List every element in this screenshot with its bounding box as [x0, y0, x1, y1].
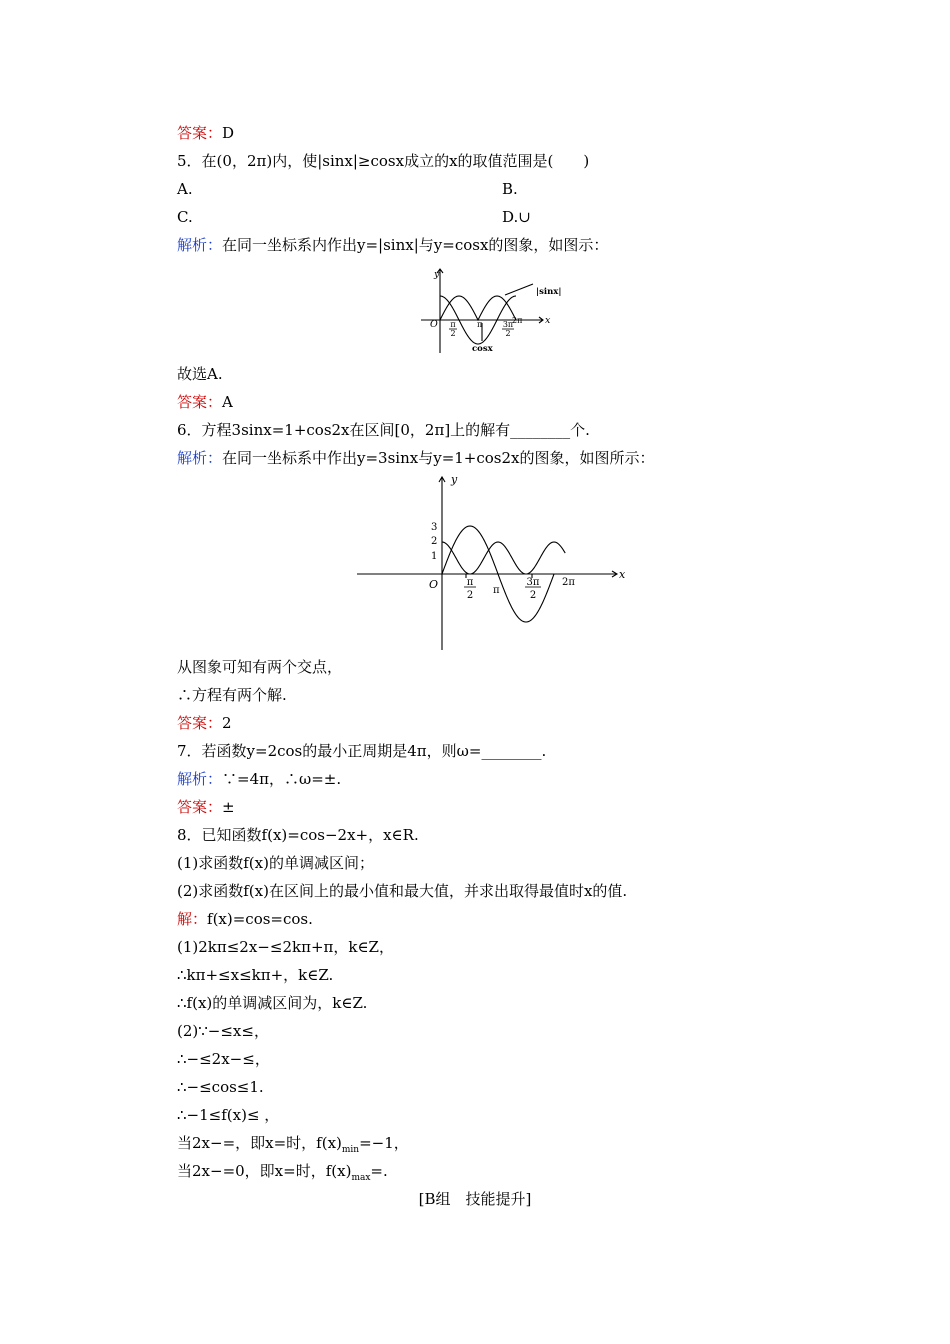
question-8: 8．已知函数f(x)=cos−2x+，x∈R. — [177, 826, 419, 844]
answer-line-4: 答案：D — [177, 124, 235, 142]
analysis-7: 解析：∵=4π，∴ω=±. — [177, 770, 342, 788]
analysis-label: 解析： — [177, 770, 223, 788]
abs-sin-pointer — [505, 284, 533, 295]
question-6: 6．方程3sinx=1+cos2x在区间[0，2π]上的解有________个. — [177, 421, 590, 439]
answer-label: 答案： — [177, 393, 223, 411]
analysis-label: 解析： — [177, 449, 223, 467]
question-8-part2: (2)求函数f(x)在区间上的最小值和最大值，并求出取得最值时x的值. — [177, 882, 628, 900]
three-half-pi-den: 2 — [505, 329, 511, 338]
analysis-5: 解析：在同一坐标系内作出y=|sinx|与y=cosx的图象，如图示： — [177, 236, 609, 254]
abs-sin-curve — [440, 296, 516, 320]
y-axis-label: y — [451, 473, 458, 486]
solution-label: 解： — [177, 910, 208, 928]
origin-label: O — [430, 319, 438, 330]
question-7: 7．若函数y=2cos的最小正周期是4π，则ω=________. — [177, 742, 547, 760]
solution-8: 解：f(x)=cos=cos. — [177, 910, 313, 928]
y-tick-1: 1 — [431, 551, 438, 562]
two-pi-label: 2π — [562, 577, 575, 588]
solution-line-4: (2)∵−≤x≤， — [177, 1022, 269, 1040]
answer-label: 答案： — [177, 714, 223, 732]
answer-line-5: 答案：A — [177, 393, 233, 411]
two-pi-label: 2π — [512, 316, 523, 325]
conclusion-5: 故选A. — [177, 365, 223, 383]
half-pi-den: 2 — [466, 590, 474, 601]
x-axis-label: x — [545, 315, 551, 326]
figure-sin-cos-svg — [415, 263, 590, 358]
y-tick-2: 2 — [431, 536, 438, 547]
option-c: C. — [177, 208, 193, 226]
conclusion-6a: 从图象可知有两个交点， — [177, 658, 343, 676]
half-pi-num: π — [466, 577, 474, 588]
three-half-pi-den: 2 — [529, 590, 537, 601]
pi-label: π — [477, 320, 483, 329]
section-heading: [B组 技能提升] — [418, 1190, 532, 1208]
figure-3sin-cos2x-svg — [355, 470, 635, 655]
option-d: D.∪ — [502, 208, 531, 226]
half-pi-num: π — [450, 320, 456, 329]
answer-line-6: 答案：2 — [177, 714, 232, 732]
three-half-pi-num: 3π — [502, 320, 514, 329]
half-pi-den: 2 — [450, 329, 456, 338]
solution-line-1: (1)2kπ≤2x−≤2kπ+π，k∈Z， — [177, 938, 394, 956]
three-half-pi-num: 3π — [526, 577, 540, 588]
analysis-label: 解析： — [177, 236, 223, 254]
y-tick-3: 3 — [431, 522, 438, 533]
origin-label: O — [429, 578, 439, 591]
conclusion-6b: ∴方程有两个解. — [177, 686, 287, 704]
solution-line-2: ∴kπ+≤x≤kπ+，k∈Z. — [177, 966, 334, 984]
cos-label: cosx — [472, 344, 493, 354]
option-a: A. — [177, 180, 193, 198]
abs-sin-label: |sinx| — [536, 287, 562, 297]
solution-line-7: ∴−1≤f(x)≤ ， — [177, 1106, 280, 1124]
y-axis-label: y — [434, 269, 440, 280]
question-5: 5．在(0，2π)内，使|sinx|≥cosx成立的x的取值范围是( ) — [177, 152, 590, 170]
solution-line-3: ∴f(x)的单调减区间为，k∈Z. — [177, 994, 368, 1012]
figure-3sin-cos2x — [355, 470, 635, 655]
option-b: B. — [502, 180, 518, 198]
answer-label: 答案： — [177, 798, 223, 816]
solution-line-5: ∴−≤2x−≤， — [177, 1050, 270, 1068]
question-8-part1: (1)求函数f(x)的单调减区间； — [177, 854, 374, 872]
answer-label: 答案： — [177, 124, 223, 142]
figure-sin-cos — [415, 263, 590, 358]
one-plus-cos2x-curve — [442, 542, 565, 574]
analysis-6: 解析：在同一坐标系中作出y=3sinx与y=1+cos2x的图象，如图所示： — [177, 449, 655, 467]
solution-line-8: 当2x−=，即x=时，$f(x)_{min}=-1$， — [177, 1134, 409, 1155]
x-axis-label: x — [619, 568, 626, 581]
solution-line-6: ∴−≤cos≤1. — [177, 1078, 264, 1096]
solution-line-9: 当2x−=0，即x=时，$f(x)_{max}=$. — [177, 1162, 388, 1183]
pi-label: π — [493, 585, 500, 596]
answer-line-7: 答案：± — [177, 798, 235, 816]
